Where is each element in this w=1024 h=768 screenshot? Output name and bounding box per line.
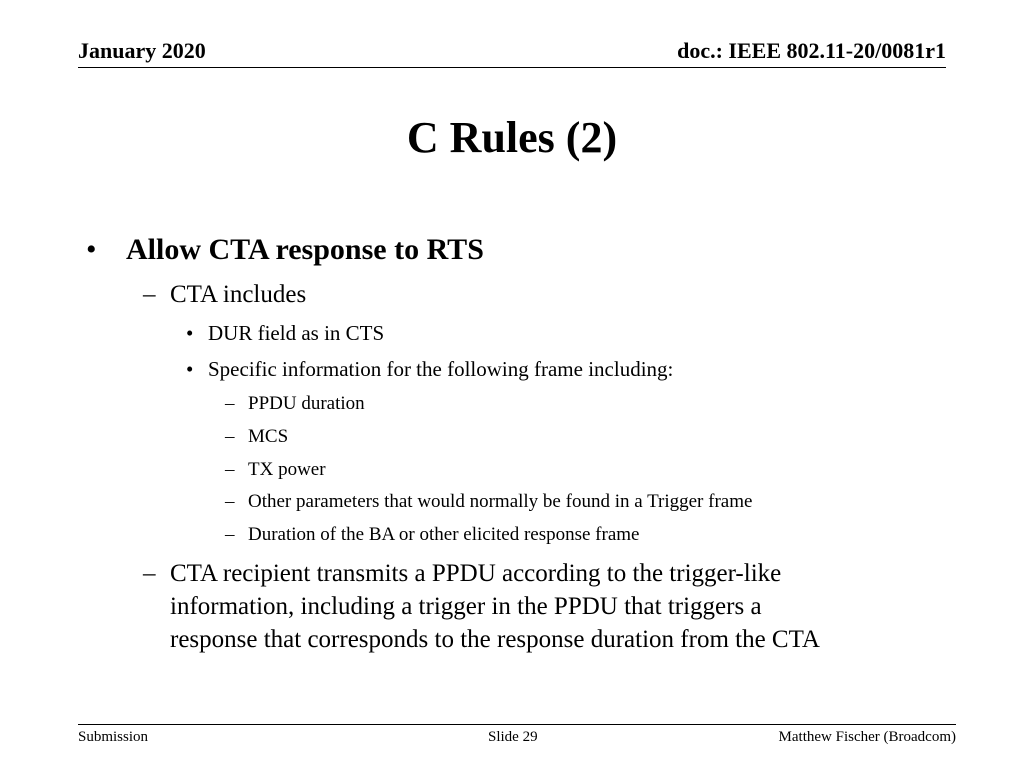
bullet-allow-cta: Allow CTA response to RTS	[126, 233, 484, 266]
bullet-marker: •	[186, 357, 194, 381]
bullet-marker: •	[186, 321, 194, 345]
header-divider	[78, 67, 946, 68]
sub-bullet-cta-recipient-line: CTA recipient transmits a PPDU according to the trigger-like	[170, 560, 782, 587]
detail-item: MCS	[248, 426, 289, 447]
dash-marker: –	[225, 393, 235, 414]
slide-title: C Rules (2)	[406, 113, 618, 162]
detail-item: Other parameters that would normally be found in a Trigger frame	[248, 491, 753, 512]
detail-item: TX power	[248, 459, 326, 480]
footer-slide-number: Slide 29	[488, 729, 538, 745]
bullet-marker: •	[86, 233, 97, 266]
dash-marker: –	[143, 281, 156, 308]
footer-author: Matthew Fischer (Broadcom)	[778, 729, 956, 745]
dash-marker: –	[225, 426, 235, 447]
sub-sub-bullet: Specific information for the following frame including:	[208, 357, 674, 381]
header-doc-id: doc.: IEEE 802.11-20/0081r1	[677, 38, 946, 63]
footer-divider	[78, 724, 956, 725]
dash-marker: –	[225, 459, 235, 480]
sub-sub-bullet: DUR field as in CTS	[208, 321, 385, 345]
dash-marker: –	[225, 524, 235, 545]
sub-bullet-cta-recipient-line: information, including a trigger in the PPDU that triggers a	[170, 593, 762, 620]
sub-bullet-cta-includes: CTA includes	[170, 281, 307, 308]
dash-marker: –	[143, 560, 156, 587]
sub-bullet-cta-recipient-line: response that corresponds to the response duration from the CTA	[170, 626, 820, 653]
detail-item: Duration of the BA or other elicited response frame	[248, 524, 640, 545]
dash-marker: –	[225, 491, 235, 512]
header-date: January 2020	[78, 38, 206, 63]
detail-item: PPDU duration	[248, 393, 365, 414]
footer-submission: Submission	[78, 729, 149, 745]
